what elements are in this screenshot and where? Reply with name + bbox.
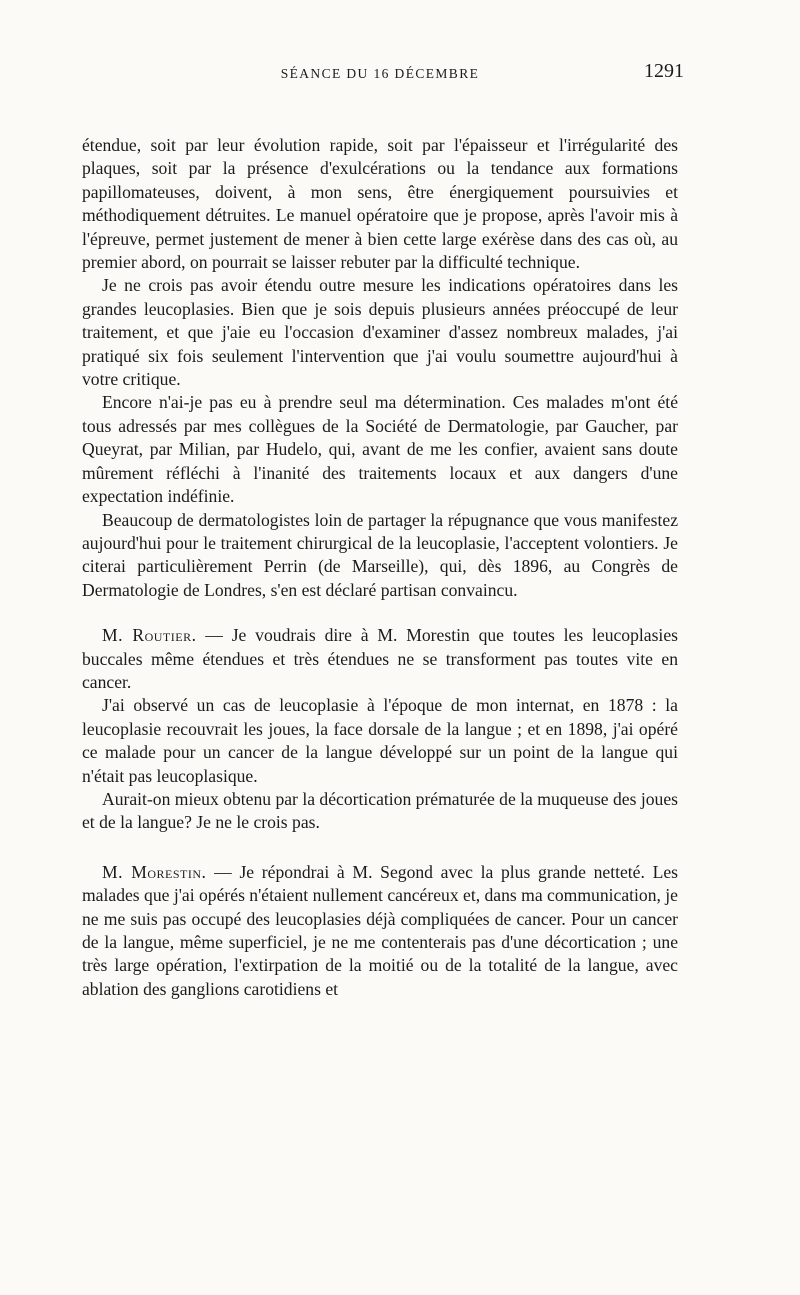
paragraph-6: J'ai observé un cas de leucoplasie à l'époque de mon internat, en 1878 : la leucoplasie recouvrait les joues, la face dorsale de la langue ; et en 1898, j'ai opéré ce malade pour un cancer de la langue développé sur un point de la langue qui n'était pas leucoplasique. xyxy=(82,695,678,786)
speaker-name-routier: M. Routier. xyxy=(102,625,197,646)
page-number: 1291 xyxy=(644,60,684,82)
paragraph-7: Aurait-on mieux obtenu par la décortication prématurée de la muqueuse des joues et de la langue? Je ne le crois pas. xyxy=(82,788,678,833)
speaker-text-morestin: — Je répondrai à M. Segond avec la plus grande netteté. Les malades que j'ai opérés n'étaient nullement cancéreux et, dans ma communication, je ne me suis pas occupé des leucoplasies déjà compliquées de cancer. Pour un cancer de la langue, même superficiel, je ne me contenterais pas d'une décortication ; une très large opération, l'extirpation de la moitié ou de la totalité de la langue, avec ablation des ganglions carotidiens et xyxy=(82,861,678,999)
section-gap xyxy=(82,602,678,624)
paragraph-1: étendue, soit par leur évolution rapide, soit par l'épaisseur et l'irrégularité des plaques, soit par la présence d'exulcérations ou la tendance aux formations papillomateuses, doivent, à mon sens, être énergiquement poursuivies et méthodiquement détruites. Le manuel opératoire que je propose, après l'avoir mis à l'épreuve, permet justement de mener à bien cette large exérèse dans des cas où, au premier abord, on pourrait se laisser rebuter par la difficulté technique. xyxy=(82,135,678,273)
speaker-text-routier: — Je voudrais dire à M. Morestin que toutes les leucoplasies buccales même étendues et très étendues ne se transforment pas toutes vite en cancer. xyxy=(82,625,678,692)
paragraph-routier xyxy=(82,624,678,694)
running-head: SÉANCE DU 16 DÉCEMBRE xyxy=(280,66,480,81)
section-gap xyxy=(82,835,678,861)
paragraph-3: Encore n'ai-je pas eu à prendre seul ma détermination. Ces malades m'ont été tous adressés par mes collègues de la Société de Dermatologie, par Gaucher, par Queyrat, par Milian, par Hudelo, qui, avant de me les confier, avaient sans doute mûrement réfléchi à l'inanité des traitements locaux et aux dangers d'une expectation indéfinie. xyxy=(82,392,678,507)
speaker-name-morestin: M. Morestin. xyxy=(102,861,207,882)
paragraph-4: Beaucoup de dermatologistes loin de partager la répugnance que vous manifestez aujourd'hui pour le traitement chirurgical de la leucoplasie, l'acceptent volontiers. Je citerai particulièrement Perrin (de Marseille), qui, dès 1896, au Congrès de Dermatologie de Londres, s'en est déclaré partisan convaincu. xyxy=(82,509,678,600)
paragraph-morestin xyxy=(82,861,678,1001)
paragraph-2: Je ne crois pas avoir étendu outre mesure les indications opératoires dans les grandes leucoplasies. Bien que je sois depuis plusieurs années préoccupé de leur traitement, et que j'aie eu l'occasion d'examiner d'assez nombreux malades, j'ai pratiqué six fois seulement l'intervention que j'ai voulu soumettre aujourd'hui à votre critique. xyxy=(82,275,678,390)
page-header xyxy=(82,60,684,96)
